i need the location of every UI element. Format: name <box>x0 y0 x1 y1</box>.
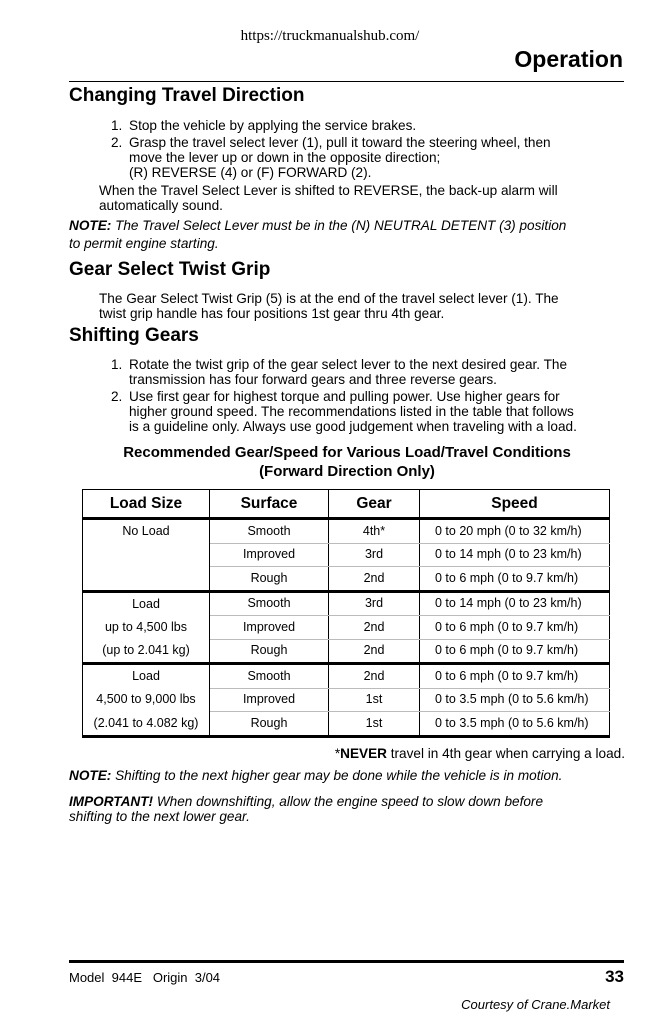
table-header-row <box>83 490 610 519</box>
gear-cell: 1st <box>329 712 420 737</box>
step-text-line: is a guideline only. Always use good judgement when traveling with a load. <box>129 419 577 434</box>
load-size-cell: Load <box>83 664 210 689</box>
step-text-line: transmission has four forward gears and three reverse gears. <box>129 372 497 387</box>
step-text-line: (R) REVERSE (4) or (F) FORWARD (2). <box>129 165 372 180</box>
table-row <box>83 519 610 544</box>
surface-cell: Improved <box>210 688 329 712</box>
text-line: automatically sound. <box>99 198 223 213</box>
courtesy-credit: Courtesy of Crane.Market <box>461 997 610 1012</box>
heading-shifting-gears: Shifting Gears <box>69 325 199 346</box>
important-text: shifting to the next lower gear. <box>69 808 250 824</box>
load-size-cell: Load <box>83 591 210 616</box>
step-number: 1. <box>111 118 123 133</box>
speed-cell: 0 to 6 mph (0 to 9.7 km/h) <box>420 616 610 640</box>
step-text-line: Rotate the twist grip of the gear select lever to the next desired gear. The <box>129 357 568 372</box>
gear-cell: 1st <box>329 688 420 712</box>
surface-cell: Smooth <box>210 664 329 689</box>
gear-select-paragraph <box>69 291 625 321</box>
surface-cell: Smooth <box>210 519 329 544</box>
step-text-line: Grasp the travel select lever (1), pull it toward the steering wheel, then <box>129 135 551 150</box>
heading-gear-select: Gear Select Twist Grip <box>69 259 271 280</box>
load-size-cell: up to 4,500 lbs <box>83 616 210 640</box>
header-speed: Speed <box>420 490 610 519</box>
changing-steps <box>69 118 625 180</box>
gear-cell: 2nd <box>329 664 420 689</box>
step-number: 2. <box>111 389 123 404</box>
load-size-cell: (2.041 to 4.082 kg) <box>83 712 210 737</box>
step-number: 2. <box>111 135 123 150</box>
note-text: to permit engine starting. <box>69 236 219 251</box>
gear-speed-table <box>82 489 610 738</box>
table-row <box>83 712 610 737</box>
list-item <box>69 135 625 180</box>
load-size-cell: 4,500 to 9,000 lbs <box>83 688 210 712</box>
gear-cell: 2nd <box>329 616 420 640</box>
step-text: Stop the vehicle by applying the service brakes. <box>129 118 417 133</box>
table-row <box>83 543 610 567</box>
list-item <box>69 357 625 387</box>
speed-cell: 0 to 6 mph (0 to 9.7 km/h) <box>420 639 610 664</box>
speed-cell: 0 to 3.5 mph (0 to 5.6 km/h) <box>420 688 610 712</box>
note-text: The Travel Select Lever must be in the (N) NEUTRAL DETENT (3) position <box>111 218 567 233</box>
table-row <box>83 591 610 616</box>
table-row <box>83 664 610 689</box>
header-load-size: Load Size <box>83 490 210 519</box>
text-line: When the Travel Select Lever is shifted to REVERSE, the back-up alarm will <box>99 183 558 198</box>
step-text-line: Use first gear for highest torque and pulling power. Use higher gears for <box>129 389 560 404</box>
surface-cell: Rough <box>210 567 329 592</box>
footer-model: Model 944E Origin 3/04 <box>69 970 221 985</box>
footnote-star: * <box>334 745 341 761</box>
speed-cell: 0 to 6 mph (0 to 9.7 km/h) <box>420 567 610 592</box>
table-title <box>69 443 625 481</box>
load-size-cell: No Load <box>83 519 210 544</box>
table-row <box>83 567 610 592</box>
heading-changing-direction: Changing Travel Direction <box>69 85 305 106</box>
table-footnote <box>69 746 625 761</box>
list-item <box>69 118 625 133</box>
important-downshift <box>69 794 625 824</box>
reverse-alarm-paragraph <box>69 183 625 213</box>
note-label: NOTE: <box>69 767 112 783</box>
table-row <box>83 639 610 664</box>
step-text-line: move the lever up or down in the opposite direction; <box>129 150 441 165</box>
footnote-emphasis: NEVER <box>340 745 387 761</box>
table-title-line: (Forward Direction Only) <box>259 463 435 480</box>
important-label: IMPORTANT! <box>69 793 154 809</box>
table-title-line: Recommended Gear/Speed for Various Load/Travel Conditions <box>123 444 571 461</box>
text-line: The Gear Select Twist Grip (5) is at the end of the travel select lever (1). The <box>99 291 559 306</box>
note-neutral <box>69 217 625 253</box>
surface-cell: Smooth <box>210 591 329 616</box>
gear-cell: 2nd <box>329 567 420 592</box>
surface-cell: Rough <box>210 639 329 664</box>
surface-cell: Improved <box>210 543 329 567</box>
shifting-steps <box>69 357 625 434</box>
gear-cell: 2nd <box>329 639 420 664</box>
load-size-cell <box>83 567 210 592</box>
page-number: 33 <box>605 967 624 986</box>
surface-cell: Rough <box>210 712 329 737</box>
important-text: When downshifting, allow the engine speed to slow down before <box>153 793 544 809</box>
note-shifting <box>69 767 625 785</box>
step-text-line: higher ground speed. The recommendations listed in the table that follows <box>129 404 574 419</box>
footnote-text: travel in 4th gear when carrying a load. <box>386 745 625 761</box>
header-gear: Gear <box>329 490 420 519</box>
load-size-cell: (up to 2.041 kg) <box>83 639 210 664</box>
surface-cell: Improved <box>210 616 329 640</box>
note-text: Shifting to the next higher gear may be done while the vehicle is in motion. <box>111 767 563 783</box>
header-surface: Surface <box>210 490 329 519</box>
header-divider <box>69 81 624 82</box>
gear-cell: 3rd <box>329 591 420 616</box>
page-content <box>69 84 625 824</box>
speed-cell: 0 to 14 mph (0 to 23 km/h) <box>420 591 610 616</box>
note-label: NOTE: <box>69 218 112 233</box>
gear-cell: 4th* <box>329 519 420 544</box>
speed-cell: 0 to 3.5 mph (0 to 5.6 km/h) <box>420 712 610 737</box>
text-line: twist grip handle has four positions 1st gear thru 4th gear. <box>99 306 445 321</box>
step-number: 1. <box>111 357 123 372</box>
speed-cell: 0 to 6 mph (0 to 9.7 km/h) <box>420 664 610 689</box>
section-title: Operation <box>514 46 623 72</box>
load-size-cell <box>83 543 210 567</box>
footer-divider <box>69 960 624 963</box>
list-item <box>69 389 625 434</box>
speed-cell: 0 to 14 mph (0 to 23 km/h) <box>420 543 610 567</box>
source-url: https://truckmanualshub.com/ <box>240 28 420 44</box>
gear-cell: 3rd <box>329 543 420 567</box>
table-row <box>83 688 610 712</box>
table-row <box>83 616 610 640</box>
speed-cell: 0 to 20 mph (0 to 32 km/h) <box>420 519 610 544</box>
